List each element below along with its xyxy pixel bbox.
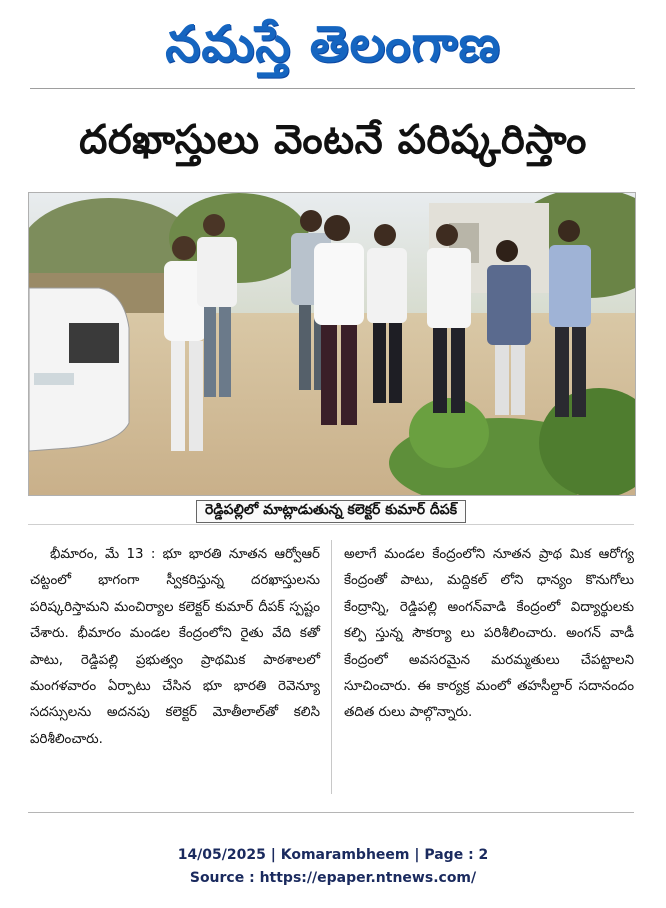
column-divider	[331, 540, 332, 794]
article-paragraph: అలాగే మండల కేంద్రంలోని నూతన ప్రాథ మిక ఆరోగ్య కేంద్రంతో పాటు, మద్దికల్ లోని ధాన్యం కొనుగోలు కేంద్రాన్ని, రెడ్డిపల్లి అంగన్‌వాడి కేంద్రంలో విద్యార్థులకు కల్పి స్తున్న సౌకర్యా లు పరిశీలించారు. అంగన్ వాడీ కేంద్రంలో అవసరమైన మరమ్మతులు చేపట్టాలని సూచించారు. ఈ కార్యక్ర మంలో తహసీల్దార్ సదానందం తదిత రులు పాల్గొన్నారు.	[344, 547, 634, 721]
photo-caption: రెడ్డిపల్లిలో మాట్లాడుతున్న కలెక్టర్ కుమార్ దీపక్	[196, 500, 466, 523]
article-column-left	[30, 542, 320, 753]
footer-date-edition: 14/05/2025 | Komarambheem | Page : 2	[177, 847, 489, 863]
masthead-title: నమస్తే తెలంగాణ	[165, 15, 501, 73]
article-column-right	[344, 542, 634, 727]
footer-source: Source : https://epaper.ntnews.com/	[189, 870, 477, 886]
masthead-divider	[30, 88, 635, 89]
photo-caption-bar	[28, 496, 634, 525]
footer-divider	[28, 812, 634, 813]
article-paragraph: భీమారం, మే 13 : భూ భారతి నూతన ఆర్వోఆర్ చట్టంలో భాగంగా స్వీకరిస్తున్న దరఖాస్తులను పరిష్కరిస్తామని మంచిర్యాల కలెక్టర్ కుమార్ దీపక్ స్పష్టం చేశారు. భీమారం మండల కేంద్రంలోని రైతు వేది కతో పాటు, రెడ్డిపల్లి ప్రభుత్వం ప్రాథమిక పాఠశాలలో మంగళవారం ఏర్పాటు చేసిన భూ భారతి రెవెన్యూ సదస్సులను అదనపు కలెక్టర్ మోతీలాల్‌తో కలిసి పరిశీలించారు.	[30, 547, 320, 747]
news-photo	[28, 192, 636, 496]
article-headline: దరఖాస్తులు వెంటనే పరిష్కరిస్తాం	[79, 117, 587, 163]
